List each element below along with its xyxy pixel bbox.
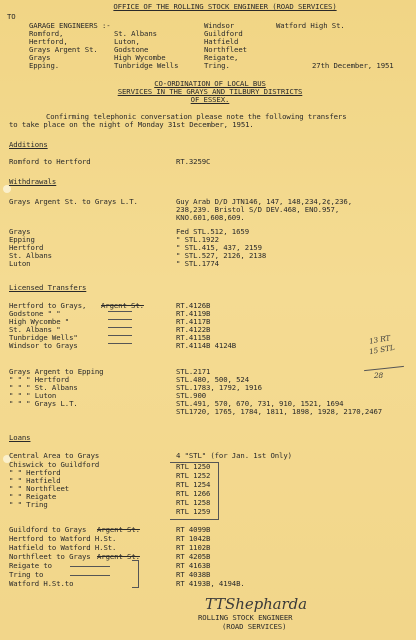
punch-hole: [3, 185, 11, 193]
subject-line: SERVICES IN THE GRAYS AND TILBURY DISTRICTS: [117, 87, 303, 96]
transfer-from: Tunbridge Wells": [9, 333, 78, 342]
garage: High Wycombe: [114, 53, 166, 62]
vehicle-list: RT.4114B 4124B: [176, 341, 237, 350]
ditto-dash: [108, 335, 132, 336]
section-heading: Licensed Transfers: [9, 283, 87, 292]
garage-name: Epping: [9, 235, 35, 244]
garage: Tunbridge Wells: [114, 61, 179, 70]
ditto-dash: [108, 343, 132, 344]
transfer-from: Grays Argent to Epping: [9, 367, 104, 376]
garage: Windsor: [204, 21, 235, 30]
garage: Guildford: [204, 29, 243, 38]
transfer-from: Grays Argent St. to Grays L.T.: [9, 197, 138, 206]
struck-text: Argent St.: [97, 525, 140, 534]
transfer-from: Central Area to Grays: [9, 451, 100, 460]
transfer-from: Hatfield to Watford H.St.: [9, 543, 117, 552]
struck-text: Argent St.: [101, 301, 144, 310]
ditto-dash: [108, 327, 132, 328]
signature-title: ROLLING STOCK ENGINEER: [198, 613, 293, 622]
garage: Grays Argent St.: [29, 45, 98, 54]
margin-note: 28: [374, 371, 384, 380]
transfer-from: " " " Hertford: [9, 375, 70, 384]
vehicle-list: RT.4122B: [176, 325, 211, 334]
garage: St. Albans: [114, 29, 157, 38]
vehicle-list: 238,239. Bristol S/D DEV.468, ENO.957,: [176, 205, 340, 214]
transfer-from: Hertford to Watford H.St.: [9, 534, 117, 543]
signature: TTShepharda: [205, 595, 307, 613]
garage: Watford High St.: [276, 21, 345, 30]
transfer-from: " " Hertford: [9, 468, 61, 477]
transfer-from: Guildford to Grays: [9, 525, 87, 534]
transfer-from: " " Tring: [9, 500, 48, 509]
transfer-from: Reigate to: [9, 561, 52, 570]
ditto-dash: [108, 319, 132, 320]
office-heading: OFFICE OF THE ROLLING STOCK ENGINEER (ROAD SERVICES): [113, 2, 337, 11]
transfer-from: Tring to: [9, 570, 44, 579]
vehicle-list: " STL.527, 2126, 2138: [176, 251, 267, 260]
garage: Northfleet: [204, 45, 247, 54]
vehicle-list: STL.2171: [176, 367, 211, 376]
vehicle-list: RT.4126B: [176, 301, 211, 310]
transfer-from: " " " Grays L.T.: [9, 399, 78, 408]
margin-note: 13 RT: [368, 333, 391, 346]
vehicle-list: RT 1102B: [176, 543, 211, 552]
garage-name: Hertford: [9, 243, 44, 252]
vehicle-list: RT.4117B: [176, 317, 211, 326]
vehicle-list: STL1720, 1765, 1784, 1811, 1898, 1928, 2170,2467: [176, 407, 383, 416]
garage: Grays: [29, 53, 51, 62]
subject-line: CO-ORDINATION OF LOCAL BUS: [154, 79, 266, 88]
vehicle-list: Guy Arab D/D JTN146, 147, 148,234,2¢,236,: [176, 197, 353, 206]
ditto-dash: [70, 566, 110, 567]
vehicle-list: RT 1042B: [176, 534, 211, 543]
intro-text: Confirming telephonic conversation please note the following transfers: [46, 112, 347, 121]
transfer-from: " " Reigate: [9, 492, 57, 501]
transfer-from: Romford to Hertford: [9, 157, 91, 166]
garage-name: Grays: [9, 227, 31, 236]
margin-note: 15 STL: [368, 342, 396, 357]
signature-title: (ROAD SERVICES): [222, 622, 287, 631]
vehicle-list: RTL 1254: [176, 480, 211, 489]
memo-date: 27th December, 1951: [312, 61, 394, 70]
garage-name: Luton: [9, 259, 31, 268]
vehicle-list: STL.900: [176, 391, 207, 400]
transfer-from: Godstone " ": [9, 309, 61, 318]
garage: Reigate,: [204, 53, 239, 62]
vehicle-list: RTL 1252: [176, 471, 211, 480]
transfer-from: " " " St. Albans: [9, 383, 78, 392]
to-label: TO: [7, 12, 16, 21]
garage: Hatfield: [204, 37, 239, 46]
vehicle-list: RT.4119B: [176, 309, 211, 318]
transfer-from: Chiswick to Guildford: [9, 460, 100, 469]
subject-line: OF ESSEX.: [190, 95, 230, 104]
vehicle-list: STL.1783, 1792, 1916: [176, 383, 262, 392]
transfer-from: " " Northfleet: [9, 484, 70, 493]
vehicle-list: RT 4099B: [176, 525, 211, 534]
vehicle-list: " STL.1922: [176, 235, 219, 244]
vehicle-list: RTL 1259: [176, 507, 211, 516]
transfer-from: High Wycombe ": [9, 317, 70, 326]
section-heading: Withdrawals: [9, 177, 57, 186]
transfer-from: Hertford to Grays,: [9, 301, 87, 310]
vehicle-list: " STL.1774: [176, 259, 219, 268]
vehicle-list: RT 4038B: [176, 570, 211, 579]
vehicle-list: " STL.415, 437, 2159: [176, 243, 262, 252]
ditto-dash: [70, 575, 110, 576]
margin-rule: [364, 366, 404, 371]
transfer-from: St. Albans ": [9, 325, 61, 334]
vehicle-list: RTL 1250: [176, 462, 211, 471]
garage: Hertford,: [29, 37, 68, 46]
vehicle-list: RTL 1258: [176, 498, 211, 507]
vehicle-list: RT 4193B, 4194B.: [176, 579, 245, 588]
ditto-dash: [108, 311, 132, 312]
section-heading: Additions: [9, 140, 48, 149]
garage-name: St. Albans: [9, 251, 52, 260]
vehicle-list: STL.491, 570, 670, 731, 910, 1521, 1694: [176, 399, 344, 408]
garage: Luton,: [114, 37, 140, 46]
section-heading: Loans: [9, 433, 31, 442]
vehicle-list: RTL 1266: [176, 489, 211, 498]
vehicle-list: STL.480, 500, 524: [176, 375, 249, 384]
struck-text: Argent St.: [97, 552, 140, 561]
transfer-from: " " " Luton: [9, 391, 57, 400]
transfer-from: Northfleet to Grays: [9, 552, 91, 561]
garage: Epping.: [29, 61, 60, 70]
garage: Godstone: [114, 45, 149, 54]
vehicle-list: RT.4115B: [176, 333, 211, 342]
return-bracket: [132, 560, 139, 588]
recipient-label: GARAGE ENGINEERS :-: [29, 21, 111, 30]
vehicle-list: RT 4163B: [176, 561, 211, 570]
garage: Tring.: [204, 61, 230, 70]
intro-text: to take place on the night of Monday 31st December, 1951.: [9, 120, 254, 129]
vehicle-list: RT 4205B: [176, 552, 211, 561]
garage: Romford,: [29, 29, 64, 38]
vehicle-list: RT.3259C: [176, 157, 211, 166]
vehicle-list: KNO.601,608,609.: [176, 213, 245, 222]
loan-note: 4 "STL" (for Jan. 1st Only): [176, 451, 292, 460]
transfer-from: " " Hatfield: [9, 476, 61, 485]
transfer-from: Windsor to Grays: [9, 341, 78, 350]
vehicle-list: Fed STL.512, 1659: [176, 227, 249, 236]
transfer-from: Watford H.St.to: [9, 579, 74, 588]
